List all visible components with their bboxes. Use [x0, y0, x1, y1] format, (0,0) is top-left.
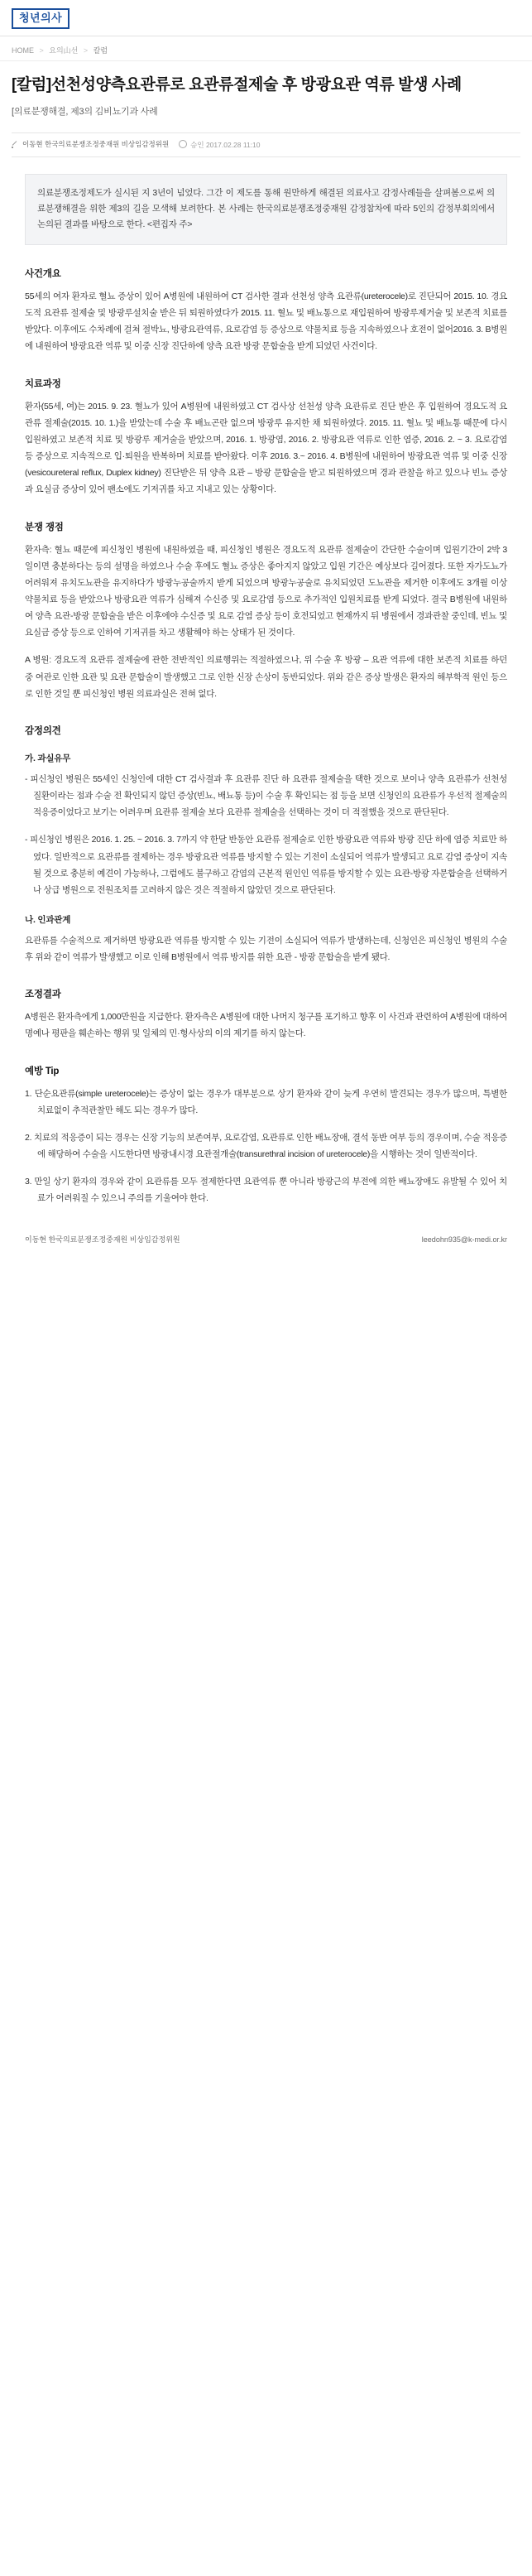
breadcrumb-separator: >: [83, 46, 89, 55]
breadcrumb-item-home[interactable]: HOME: [12, 46, 34, 55]
paragraph: 요관류를 수술적으로 제거하면 방광요관 역류를 방지할 수 있는 기전이 소실되어 역류가 발생하는데, 신청인은 피신청인 병원의 수술 후 위와 같이 역류가 발생했고 이로 인해 B병원에서 역류 방지를 위한 요관 - 방광 문합술을 받게 됐다.: [25, 936, 507, 963]
breadcrumb: [0, 36, 532, 61]
byline-author[interactable]: 이동현 한국의료분쟁조정중재원 비상임감정위원: [22, 140, 170, 149]
paragraph: 환자측: 혈뇨 때문에 피신청인 병원에 내원하였을 때, 피신청인 병원은 경요도적 요관류 절제술이 간단한 수술이며 입원기간이 2박 3일이면 충분하다는 등의 설명을 하였으나 수술 후에도 혈뇨 증상은 좋아지지 않았고 입원 기간은 예상보다 길어졌다. 또한 자가도뇨가 어려워져 유치도뇨관을 유지하다가 방광누공술까지 받게 되었으며 방광누공술로 유치되었던 도뇨관을 제거한 이후에도 3개월 이상 약물치료 등을 받았으나 방광요관 역류가 심해져 수신증 및 요로감염 등으로 추가적인 입원치료를 받게 되었다. 결국 B병원에 내원하여 양측 요관-방광 문합술을 받은 이후에야 수신증 및 요로 감염 증상 등이 호전되었고 현재까지 뒤 병원에서 경과관찰 중인데, 빈뇨 및 요실금 증상 등으로 인하여 기저귀를 차고 생활해야 하는 상태가 된 것이다.: [25, 544, 507, 638]
article-page: [0, 0, 532, 1266]
breadcrumb-separator: >: [39, 46, 44, 55]
prevention-tip-list: [25, 1086, 507, 1207]
list-item: 2. 치료의 적응증이 되는 경우는 신장 기능의 보존여부, 요로감염, 요관류로 인한 배뇨장애, 결석 동반 여부 등의 경우이며, 수술 적응증에 해당하여 수술을 시도한다면 방광내시경 요관절개술(transurethral incision of ureterocele)을 시행하는 것이 일반적이다.: [25, 1132, 507, 1160]
subsection-heading-causation: 나. 인과관계: [25, 915, 71, 925]
paragraph: A병원은 환자측에게 1,000만원을 지급한다. 환자측은 A병원에 대한 나머지 청구를 포기하고 향후 이 사건과 관련하여 A병원에 대하여 명예나 평판을 훼손하는 행위 및 일체의 민·형사상의 이의 제기를 하지 않는다.: [25, 1012, 507, 1039]
section-heading-treatment: 치료과정: [25, 378, 61, 389]
site-logo-text: 청년의사: [19, 12, 63, 24]
section-heading-result: 조정결과: [25, 989, 61, 1000]
title-area: [0, 61, 532, 121]
section-heading-prevention-tip: 예방 Tip: [25, 1066, 60, 1076]
lead-box: 의료분쟁조정제도가 실시된 지 3년이 넘었다. 그간 이 제도를 통해 원만하게 해결된 의료사고 감정사례들을 살펴봄으로써 의료분쟁해결을 위한 제3의 길을 모색해 보려한다. 본 사례는 한국의료분쟁조정중재원 감정참차에 따라 5인의 감정부회의에서 논의된 결과를 바탕으로 한다. <편집자 주>: [25, 174, 507, 245]
footer-author: 이동현 한국의료분쟁조정중재원 비상임감정위원: [25, 1235, 180, 1244]
footer-email[interactable]: leedohn935@k-medi.or.kr: [421, 1235, 507, 1244]
paragraph: - 피신청인 병원은 55세인 신청인에 대한 CT 검사결과 후 요관류 진단 하 요관류 절제술을 택한 것으로 보이나 양측 요관류가 선천성 질환이라는 점과 수술 전 확인되지 않던 증상(빈뇨, 배뇨통 등)이 수술 후 확인되는 점 등을 보면 신청인의 요관류가 우선적 절제술의 적응증이었다고 보기는 어려우며 요관류 절제술 보다 요관류 절제술을 선택하는 것이 더 적절했을 것으로 판단된다.: [25, 773, 507, 818]
article-subtitle: [의료분쟁해결, 제3의 김비뇨기과 사례: [12, 106, 158, 117]
paragraph: A 병원: 경요도적 요관류 절제술에 관한 전반적인 의료행위는 적절하였으나, 위 수술 후 방광 – 요관 역류에 대한 보존적 치료를 하던 중 여관로 인한 요관 및 요관 문합술이 발생했고 그로 인한 신장 손상이 동반되었다. 위와 같은 증상 발생은 환자의 해부학적 원인 등으로 인한 것일 뿐 피신청인 병원 의료과실은 전혀 없다.: [25, 655, 507, 699]
section-heading-case-outline: 사건개요: [25, 268, 61, 279]
breadcrumb-item-current[interactable]: 칼럼: [93, 46, 108, 55]
published-text: 승인 2017.02.28 11:10: [190, 140, 261, 149]
article-body: [0, 157, 532, 1266]
breadcrumb-item-section[interactable]: 요의山선: [49, 46, 79, 55]
site-logo[interactable]: [12, 8, 69, 29]
list-item: 3. 만일 상기 환자의 경우와 같이 요관류를 모두 절제한다면 요관역류 뿐 아니라 방광근의 부전에 의한 배뇨장애도 유발될 수 있어 치료가 어려워질 수 있으니 주의를 기울여야 한다.: [25, 1177, 507, 1204]
subsection-heading-fault: 가. 과실유무: [25, 753, 71, 763]
paragraph: 55세의 여자 환자로 혈뇨 증상이 있어 A병원에 내원하여 CT 검사한 결과 선천성 양측 요관류(ureterocele)로 진단되어 2015. 10. 경요도적 요관류 절제술 및 방광루설치술 받은 뒤 퇴원하였다가 2015. 11. 혈뇨 및 배뇨통으로 재입원하여 방광루제거술 및 보존적 치료를 받았다. 이후에도 수차례에 걸쳐 절박뇨, 방광요관역류, 요로감염 등 증상으로 약물치료 등을 지속하였으나 호전이 없어2016. 3. B병원에 내원하여 방광요관 역류 및 이중 신장 진단하에 양측 요관 방광 문합술을 받게 되었던 사건이다.: [25, 291, 507, 352]
list-item: 1. 단순요관류(simple ureterocele)는 증상이 없는 경우가 대부분으로 상기 환자와 같이 늦게 우연히 발견되는 경우가 많으며, 특별한 치료없이 추적관찰만 해도 되는 경우가 많다.: [25, 1088, 507, 1115]
section-heading-dispute: 분쟁 쟁점: [25, 522, 64, 532]
pen-icon: [12, 141, 19, 148]
page-title: [칼럼]선천성양측요관류로 요관류절제술 후 방광요관 역류 발생 사례: [12, 75, 462, 94]
paragraph: 환자(55세, 여)는 2015. 9. 23. 혈뇨가 있어 A병원에 내원하였고 CT 검사상 선천성 양측 요관류로 진단 받은 후 입원하여 경요도적 요관류 절제술(2015. 10. 1.)을 받았는데 수술 후 배뇨곤란 없으며 방광루 유지한 채 퇴원하였다. 2015. 11. 혈뇨 및 배뇨통 때문에 다시 입원하였고 보존적 치료 및 방광루 제거술을 받았으며, 2016. 1. 방광염, 2016. 2. 방광요관 역류로 인한 염증, 2016. 2. ~ 3. 요로감염 등 증상으로 지속적으로 입·퇴원을 반복하며 치료를 받아왔다. 이후 2016. 3.~ 2016. 4. B병원에 내원하여 방광요관 역류 및 이중 신장(vesicoureteral reflux, Duplex kidney) 진단받은 뒤 양측 요관 – 방광 문합술을 받고 퇴원하였으며 경과 관찰을 하고 있으나 빈뇨 증상과 요실금 증상이 있어 팬소에도 기저귀를 차고 지내고 있는 상황이다.: [25, 401, 507, 495]
site-masthead: [0, 0, 532, 36]
byline: [12, 132, 520, 157]
byline-published: [179, 139, 260, 150]
paragraph: - 피신청인 병원은 2016. 1. 25. ~ 2016. 3. 7까지 약 한달 반동안 요관류 절제술로 인한 방광요관 역류와 방광 진단 하에 염증 치료만 하였다. 일반적으로 요관류를 절제하는 경우 방광요관 역류를 방지할 수 있는 기전이 소실되어 역류가 발생되고 요로 감염 증상이 지속될 것으로 충분히 예견이 가능하나, 그럼에도 불구하고 감염의 근본적 원인인 역류를 방지할 수 있는 요관-방광 자문합술을 선택하거나 상급 병원으로 전원조치를 고려하지 않은 것은 적절하지 않았던 것으로 판단된다.: [25, 835, 507, 895]
clock-icon: [179, 140, 187, 148]
article-footer: [25, 1229, 507, 1245]
section-heading-opinion: 감정의견: [25, 725, 61, 736]
